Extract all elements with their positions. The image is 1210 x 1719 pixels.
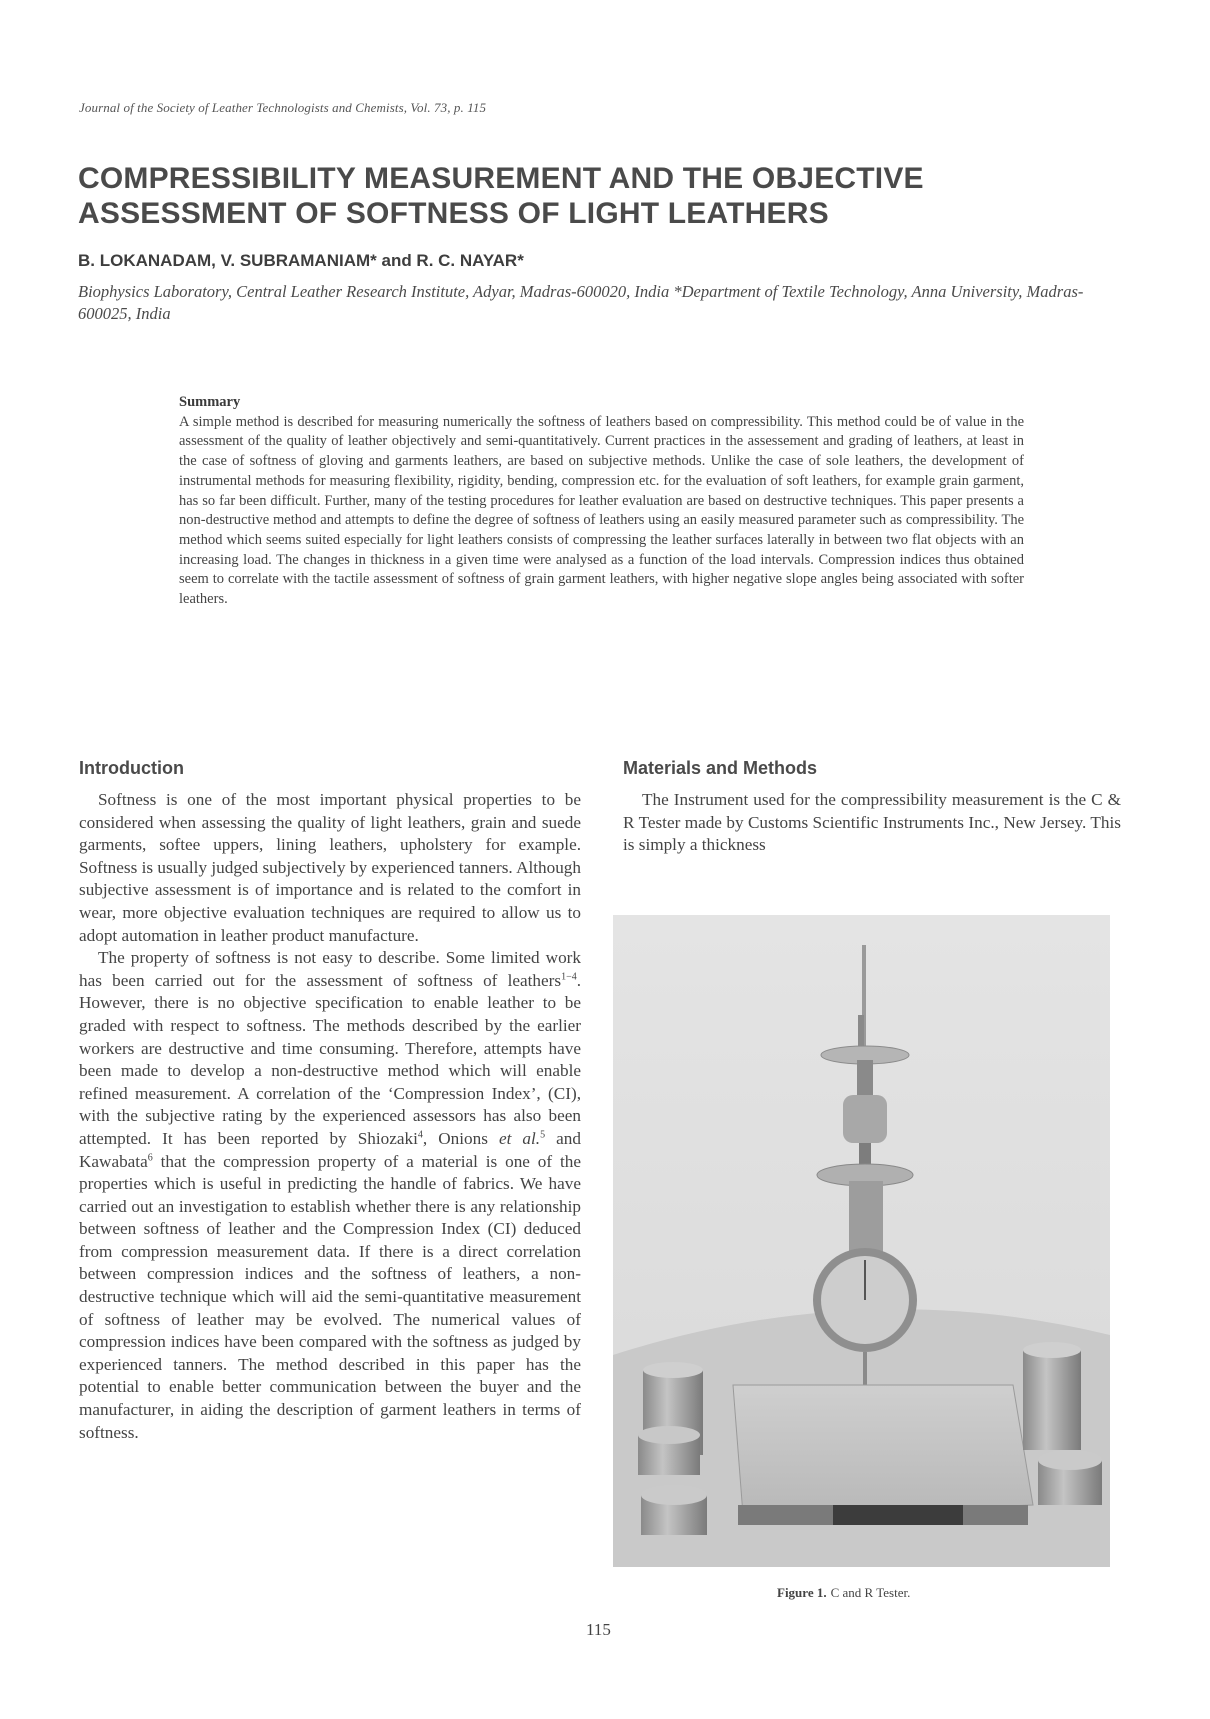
title-line-1: COMPRESSIBILITY MEASUREMENT AND THE OBJECTIVE	[78, 162, 924, 195]
tester-photo-illustration	[613, 915, 1110, 1567]
text-run: , Onions	[422, 1128, 499, 1148]
text-run: that the compression property of a material is one of the properties which is useful in predicting the handle of fabrics. We have carried out an investigation to establish whether there is any relationship between softness of leather and the Compression Index (CI) deduced from compression measurement data. If there is a direct correlation between compression indices and the softness of leathers, a non-destructive technique which will aid the semi-quantitative measurement of softness of leather may be evolved. The numerical values of compression indices have been compared with the softness as judged by experienced tanners. The method described in this paper has the potential to enable better communication between the buyer and the manufacturer, in aiding the description of garment leathers in terms of softness.	[79, 1151, 581, 1442]
text-run: and Kawabata	[79, 1128, 581, 1171]
intro-paragraph-2	[79, 947, 581, 1444]
text-run: The property of softness is not easy to describe. Some limited work has been carried out for the assessment of softness of leathers	[79, 948, 581, 990]
figure-caption-text: C and R Tester.	[830, 1585, 911, 1600]
figure-label: Figure 1.	[777, 1585, 827, 1600]
left-column	[79, 756, 581, 1444]
summary-text: A simple method is described for measuring numerically the softness of leathers based on compressibility. This method could be of value in the assessment of the quality of leather objectively and semi-quantitatively. Current practices in the assessement and grading of leathers, at least in the case of softness of gloving and garments leathers, are based on subjective methods. Unlike the case of sole leathers, the development of instrumental methods for measuring flexibility, rigidity, bending, compression etc. for the evaluation of soft leathers, for example grain garment, has so far been difficult. Further, many of the testing procedures for leather evaluation are based on destructive techniques. This paper presents a non-destructive method and attempts to define the degree of softness of leathers using an easily measured parameter such as compressibility. The method which seems suited especially for light leathers consists of compressing the leather surfaces laterally in between two flat objects with an increasing load. The changes in thickness in a given time were analysed as a function of the load intervals. Compression indices thus obtained seem to correlate with the tactile assessment of softness of grain garment leathers, with higher negative slope angles being associated with softer leathers.	[179, 413, 1024, 608]
figure-caption	[777, 1585, 910, 1601]
author-list: B. LOKANADAM, V. SUBRAMANIAM* and R. C. NAYAR*	[78, 251, 524, 270]
text-run: . However, there is no objective specification to enable leather to be graded with respect to softness. The methods described by the earlier workers are destructive and time consuming. Therefore, attempts have been made to develop a non-destructive method which will enable refined measurement. A correlation of the ‘Compression Index’, (CI), with the subjective rating by the experienced assessors has also been attempted. It has been reported by Shiozaki	[79, 970, 581, 1148]
intro-paragraph-1: Softness is one of the most important physical properties to be considered when assessing the quality of light leathers, grain and suede garments, softee uppers, lining leathers, upholstery for example. Softness is usually judged subjectively by experienced tanners. Although subjective assessment is of importance and is related to the comfort in wear, more objective evaluation techniques are required to allow us to adopt automation in leather product manufacture.	[79, 790, 581, 945]
summary-heading: Summary	[179, 394, 241, 410]
right-column	[623, 756, 1121, 857]
summary-block	[179, 393, 1024, 610]
title-line-2: ASSESSMENT OF SOFTNESS OF LIGHT LEATHERS	[78, 197, 829, 230]
citation-ref: 6	[147, 1151, 153, 1163]
citation-ref: 4	[417, 1129, 423, 1141]
page-number: 115	[586, 1620, 611, 1639]
methods-paragraph-1: The Instrument used for the compressibility measurement is the C & R Tester made by Customs Scientific Instruments Inc., New Jersey. This is simply a thickness	[623, 790, 1121, 855]
figure-cr-tester-photo	[613, 915, 1110, 1567]
introduction-heading: Introduction	[79, 758, 184, 778]
citation-ref: 5	[540, 1129, 546, 1141]
citation-ref: 1−4	[561, 971, 577, 983]
affiliation: Biophysics Laboratory, Central Leather Research Institute, Adyar, Madras-600020, India *Department of Textile Technology, Anna University, Madras-600025, India	[78, 282, 1084, 323]
article-title	[78, 161, 1118, 231]
running-head: Journal of the Society of Leather Technologists and Chemists, Vol. 73, p. 115	[79, 100, 487, 115]
materials-methods-heading: Materials and Methods	[623, 758, 818, 778]
et-al: et al.	[498, 1128, 541, 1148]
